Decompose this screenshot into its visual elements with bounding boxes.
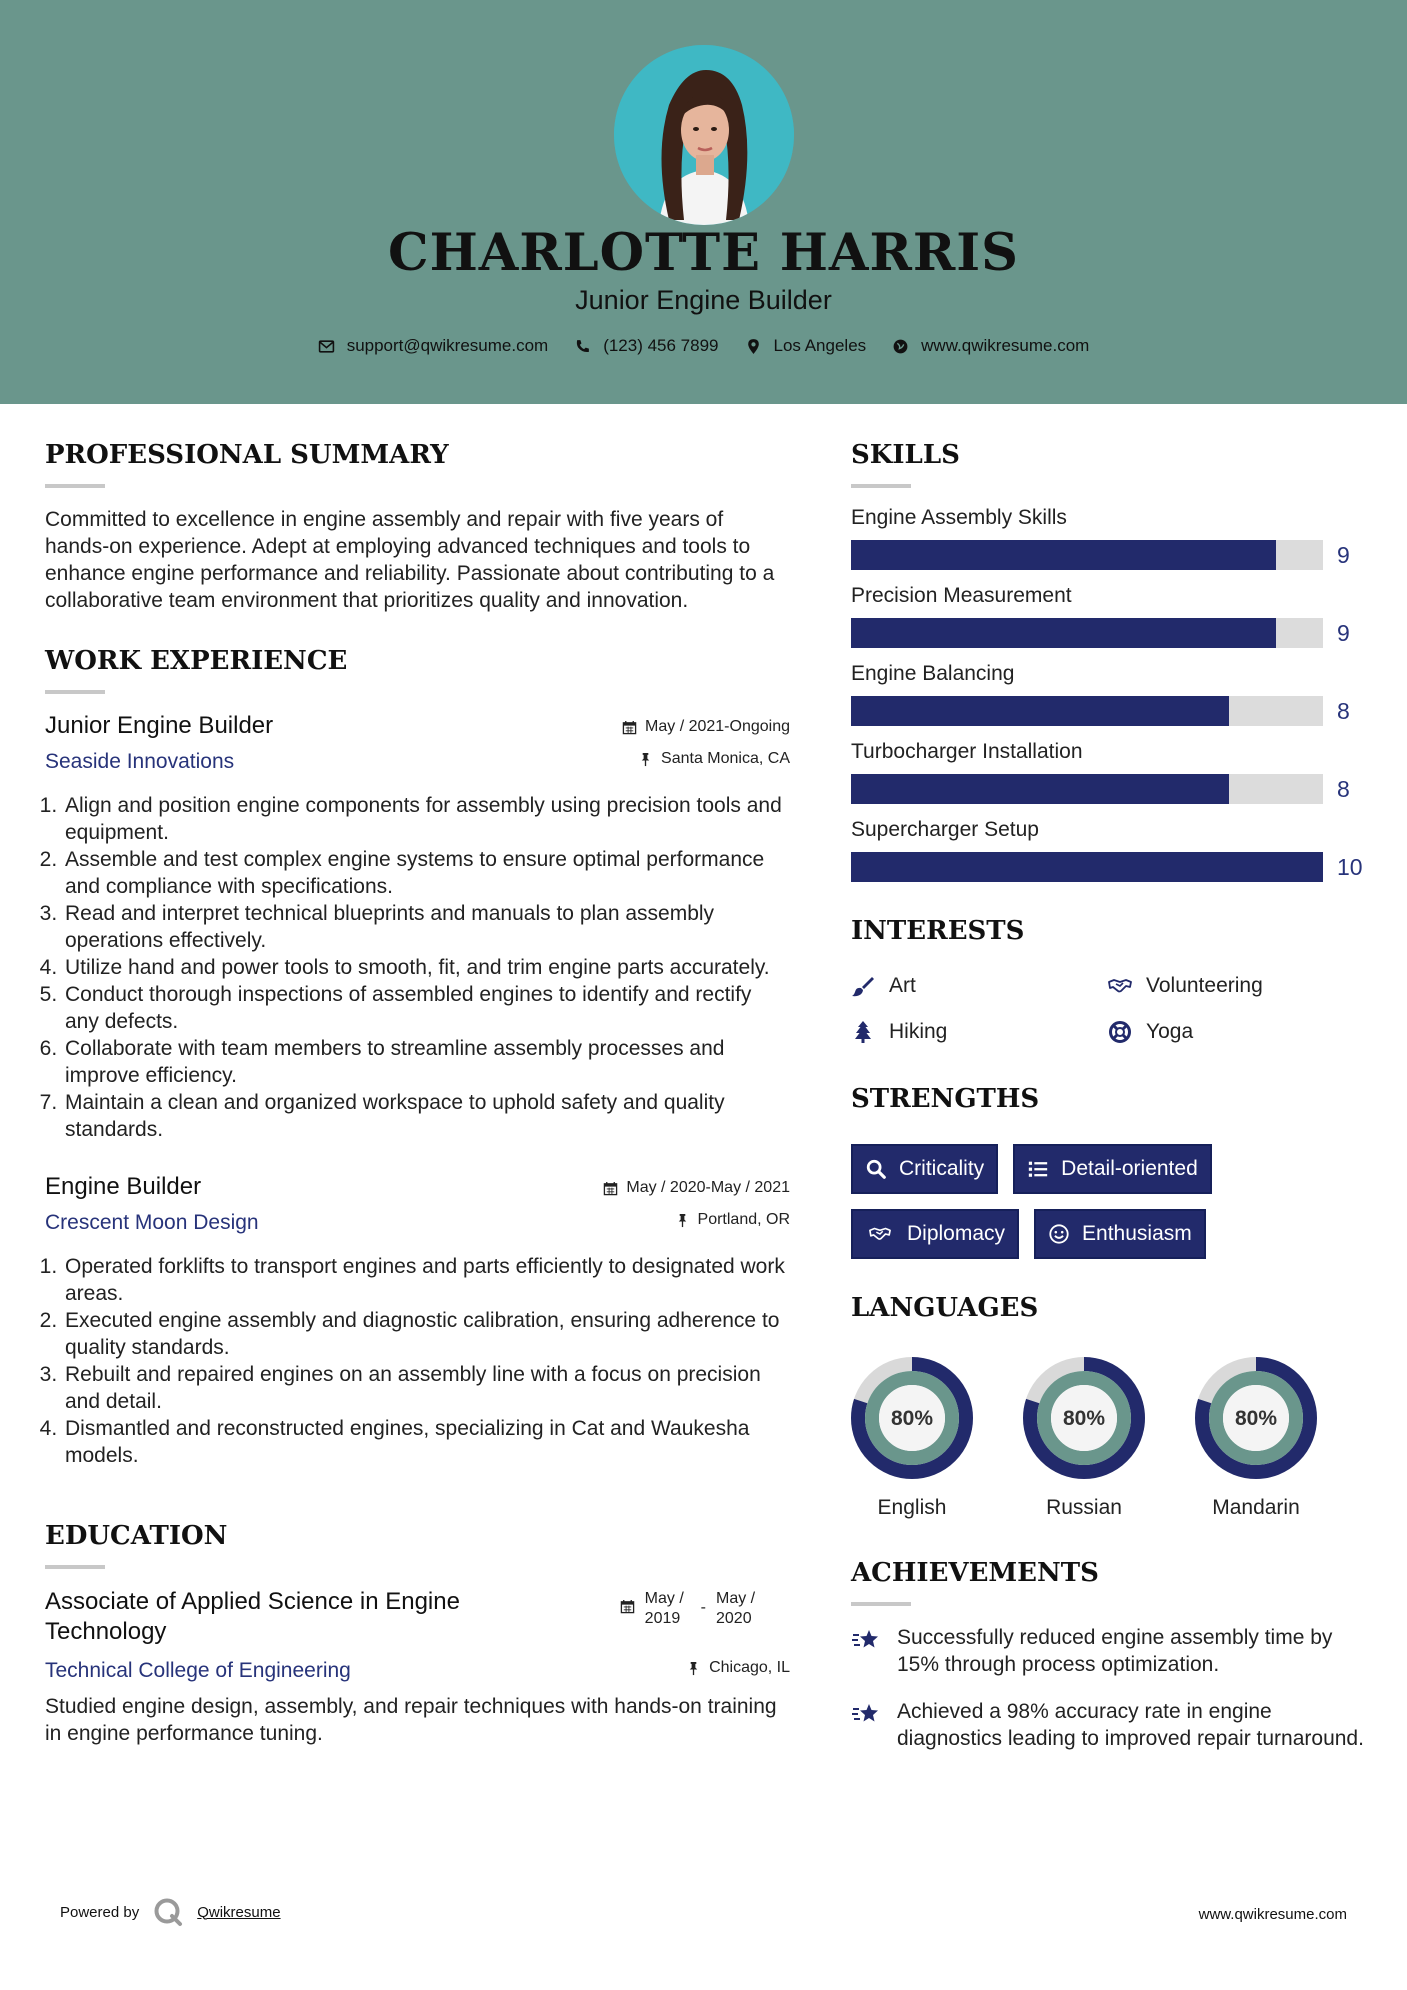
portrait-image	[614, 45, 794, 225]
interest-item	[851, 1020, 1108, 1044]
interest-label: Volunteering	[1146, 974, 1263, 997]
calendar-icon	[622, 720, 637, 735]
contact-bar	[0, 336, 1407, 356]
skill-value: 8	[1337, 775, 1350, 802]
star-badge-icon	[851, 1700, 881, 1728]
list-item: 6. Collaborate with team members to streamline assembly processes and improve efficiency.	[63, 1035, 790, 1089]
job-location-text: Santa Monica, CA	[661, 750, 790, 767]
section-divider	[45, 1565, 105, 1569]
skill-bar	[851, 540, 1323, 570]
section-divider	[45, 484, 105, 488]
job-dates-text: May / 2021-Ongoing	[645, 718, 790, 735]
skill-bar-fill	[851, 774, 1229, 804]
right-column	[851, 440, 1366, 1772]
list-item: 3. Rebuilt and repaired engines on an assembly line with a focus on precision and detail.	[63, 1361, 790, 1415]
skill-bar-fill	[851, 540, 1276, 570]
globe-icon	[892, 338, 909, 355]
strength-chip	[1034, 1209, 1206, 1259]
pushpin-icon	[675, 1213, 690, 1228]
date-separator: -	[700, 1599, 706, 1616]
summary-heading: PROFESSIONAL SUMMARY	[45, 440, 449, 470]
languages-list	[851, 1357, 1366, 1520]
strength-chip	[851, 1144, 998, 1194]
job-title: Engine Builder	[45, 1173, 202, 1200]
degree-title: Associate of Applied Science in Engine Technology	[45, 1588, 460, 1645]
education-location-text: Chicago, IL	[709, 1659, 790, 1676]
footer-powered-by	[60, 1897, 281, 1927]
list-icon	[1027, 1158, 1049, 1180]
strength-chip	[1013, 1144, 1212, 1194]
list-item: 3. Read and interpret technical blueprints and manuals to plan assembly operations effectively.	[63, 900, 790, 954]
achievement-item	[851, 1624, 1366, 1678]
language-ring	[1023, 1357, 1145, 1479]
job-entry	[45, 712, 790, 1143]
strength-label: Criticality	[899, 1157, 985, 1180]
language-item	[1023, 1357, 1145, 1520]
candidate-role: Junior Engine Builder	[575, 285, 832, 315]
language-name: English	[877, 1496, 947, 1519]
footer-brand-link[interactable]: Qwikresume	[197, 1903, 281, 1921]
left-column	[45, 440, 790, 1747]
map-pin-icon	[745, 338, 762, 355]
achievement-item	[851, 1698, 1366, 1752]
list-item: 2. Assemble and test complex engine systems to ensure optimal performance and compliance with specifications.	[63, 846, 790, 900]
calendar-icon	[620, 1599, 635, 1614]
job-dates-text: May / 2020-May / 2021	[626, 1179, 790, 1196]
skill-bar	[851, 774, 1323, 804]
job-dates	[622, 718, 790, 736]
skill-item	[851, 506, 1366, 570]
education-text: Studied engine design, assembly, and repair techniques with hands-on training in engine performance tuning.	[45, 1695, 777, 1745]
header-banner	[0, 0, 1407, 404]
strength-label: Detail-oriented	[1061, 1157, 1198, 1180]
job-duties-list	[45, 792, 790, 1143]
school-name: Technical College of Engineering	[45, 1659, 351, 1682]
phone-text: (123) 456 7899	[603, 336, 719, 355]
website-text: www.qwikresume.com	[921, 336, 1090, 355]
list-item: 4. Utilize hand and power tools to smooth, fit, and trim engine parts accurately.	[63, 954, 790, 981]
language-name: Mandarin	[1212, 1496, 1300, 1519]
summary-text: Committed to excellence in engine assembly and repair with five years of hands-on experience. Adept at employing advanced techniques and tools to enhance engine performance and reliability. Passionate about contributing to a collaborative team environment that prioritizes quality and innovation.	[45, 508, 775, 612]
handshake-icon	[865, 1223, 895, 1245]
skill-item	[851, 740, 1366, 804]
skill-name: Engine Assembly Skills	[851, 506, 1067, 529]
skill-value: 10	[1337, 853, 1363, 880]
language-item	[851, 1357, 973, 1520]
interest-label: Yoga	[1146, 1020, 1194, 1043]
interest-label: Art	[889, 974, 916, 997]
language-name: Russian	[1046, 1496, 1122, 1519]
skills-heading: SKILLS	[851, 440, 960, 470]
job-company: Crescent Moon Design	[45, 1211, 259, 1234]
skill-bar-fill	[851, 696, 1229, 726]
envelope-icon	[318, 338, 335, 355]
skill-item	[851, 662, 1366, 726]
strengths-chips	[851, 1144, 1366, 1259]
date-end: May / 2020	[716, 1590, 756, 1627]
phone-icon	[574, 338, 591, 355]
qwikresume-logo-icon	[153, 1897, 183, 1927]
skills-list	[851, 506, 1366, 882]
list-item: 2. Executed engine assembly and diagnostic calibration, ensuring adherence to quality standards.	[63, 1307, 790, 1361]
section-divider	[851, 484, 911, 488]
education-location	[686, 1659, 790, 1677]
interest-item	[1108, 1020, 1365, 1044]
job-company: Seaside Innovations	[45, 750, 235, 773]
smile-icon	[1048, 1223, 1070, 1245]
job-entry	[45, 1173, 790, 1469]
education-entry	[45, 1587, 790, 1747]
job-location	[638, 750, 790, 768]
list-item: 7. Maintain a clean and organized workspace to uphold safety and quality standards.	[63, 1089, 790, 1143]
skill-bar	[851, 618, 1323, 648]
language-ring	[1195, 1357, 1317, 1479]
lifebuoy-icon	[1108, 1020, 1132, 1044]
skill-item	[851, 584, 1366, 648]
skill-value: 9	[1337, 541, 1350, 568]
language-percent: 80%	[1062, 1407, 1106, 1430]
date-start: May / 2019	[644, 1590, 684, 1627]
handshake-icon	[1108, 974, 1132, 998]
pushpin-icon	[638, 752, 653, 767]
strength-chip	[851, 1209, 1019, 1259]
skill-name: Turbocharger Installation	[851, 740, 1083, 763]
interest-item	[1108, 974, 1365, 998]
skill-value: 9	[1337, 619, 1350, 646]
language-percent: 80%	[1234, 1407, 1278, 1430]
language-ring	[851, 1357, 973, 1479]
tree-icon	[851, 1020, 875, 1044]
language-item	[1195, 1357, 1317, 1520]
section-divider	[45, 690, 105, 694]
skill-value: 8	[1337, 697, 1350, 724]
list-item: 1. Operated forklifts to transport engines and parts efficiently to designated work areas.	[63, 1253, 790, 1307]
list-item: 4. Dismantled and reconstructed engines, specializing in Cat and Waukesha models.	[63, 1415, 790, 1469]
profile-photo	[614, 45, 794, 225]
job-title: Junior Engine Builder	[45, 712, 274, 739]
list-item: 5. Conduct thorough inspections of assembled engines to identify and rectify any defects.	[63, 981, 790, 1035]
contact-location	[745, 336, 867, 356]
star-badge-icon	[851, 1626, 881, 1654]
languages-heading: LANGUAGES	[851, 1293, 1039, 1323]
education-dates	[620, 1589, 762, 1629]
education-heading: EDUCATION	[45, 1521, 228, 1551]
skill-name: Precision Measurement	[851, 584, 1072, 607]
contact-phone[interactable]	[574, 336, 718, 356]
job-location-text: Portland, OR	[697, 1211, 790, 1228]
footer-website-link[interactable]: www.qwikresume.com	[1198, 1906, 1347, 1923]
list-item: 1. Align and position engine components for assembly using precision tools and equipment.	[63, 792, 790, 846]
job-location	[675, 1211, 790, 1229]
calendar-icon	[603, 1181, 618, 1196]
interest-item	[851, 974, 1108, 998]
candidate-name: CHARLOTTE HARRIS	[388, 223, 1019, 283]
job-dates	[603, 1179, 790, 1197]
achievements-heading: ACHIEVEMENTS	[851, 1558, 1099, 1588]
skill-bar	[851, 852, 1323, 882]
contact-email[interactable]	[318, 336, 549, 356]
skill-bar	[851, 696, 1323, 726]
skill-item	[851, 818, 1366, 882]
job-duties-list	[45, 1253, 790, 1469]
interest-label: Hiking	[889, 1020, 948, 1043]
brush-icon	[851, 974, 875, 998]
achievement-text: Achieved a 98% accuracy rate in engine diagnostics leading to improved repair turnaround.	[897, 1700, 1364, 1750]
skill-bar-fill	[851, 618, 1276, 648]
skill-bar-fill	[851, 852, 1323, 882]
skill-name: Engine Balancing	[851, 662, 1015, 685]
email-text: support@qwikresume.com	[346, 336, 549, 355]
pushpin-icon	[686, 1661, 701, 1676]
strength-label: Enthusiasm	[1082, 1222, 1192, 1245]
achievement-text: Successfully reduced engine assembly time by 15% through process optimization.	[897, 1626, 1333, 1676]
contact-website[interactable]	[892, 336, 1089, 356]
interests-heading: INTERESTS	[851, 916, 1025, 946]
skill-name: Supercharger Setup	[851, 818, 1039, 841]
search-icon	[865, 1158, 887, 1180]
strength-label: Diplomacy	[907, 1222, 1006, 1245]
experience-heading: WORK EXPERIENCE	[45, 646, 348, 676]
interests-grid	[851, 974, 1366, 1044]
powered-by-text: Powered by	[60, 1903, 140, 1921]
strengths-heading: STRENGTHS	[851, 1084, 1040, 1114]
location-text: Los Angeles	[773, 336, 867, 355]
section-divider	[851, 1602, 911, 1606]
language-percent: 80%	[890, 1407, 934, 1430]
